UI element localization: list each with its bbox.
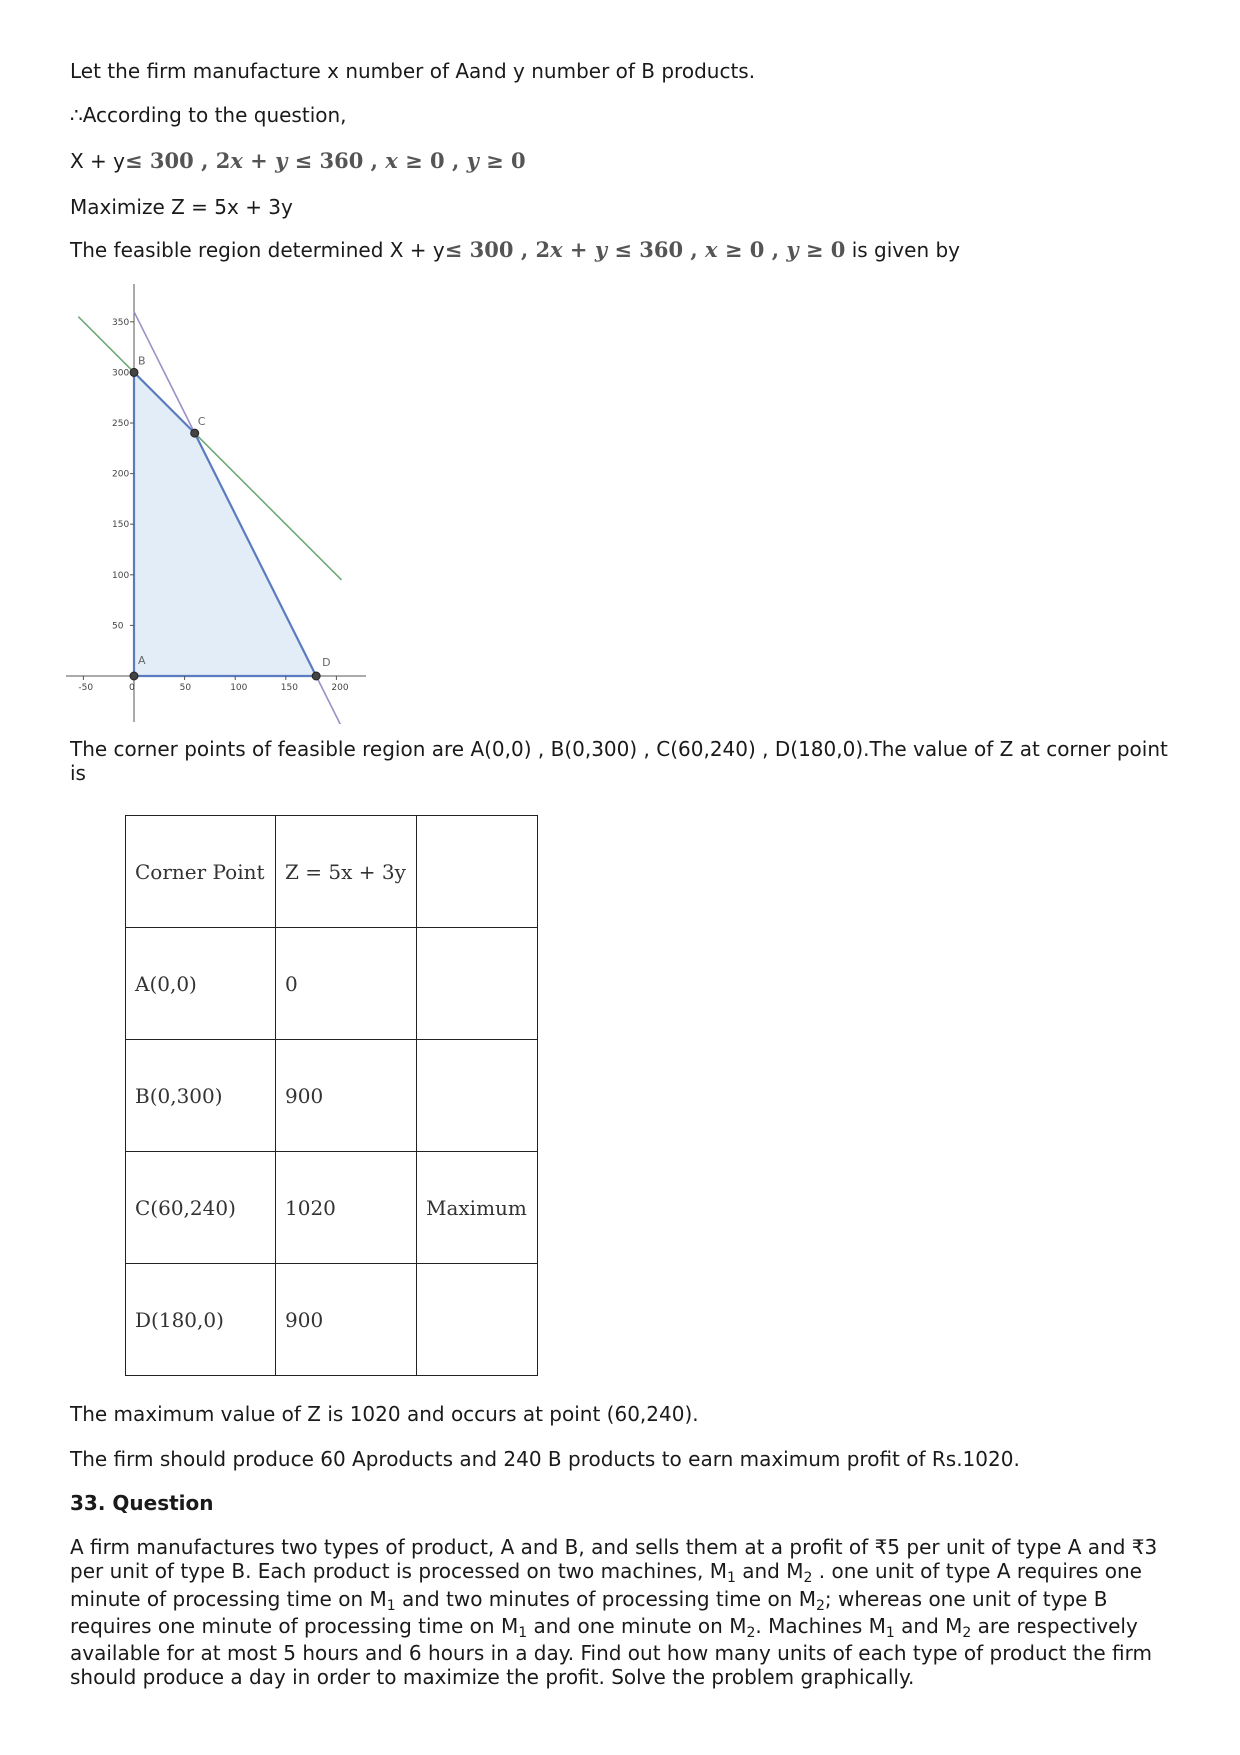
table-cell [417,1040,538,1152]
corner-point-label: A [138,654,146,667]
objective-text: Maximize Z = 5x + 3y [70,195,293,219]
table-row [126,1040,538,1152]
according-text: ∴According to the question, [70,103,347,127]
table-row [126,1152,538,1264]
table-row [126,1264,538,1376]
table-header-cell: Z = 5x + 3y [276,816,417,928]
question-line-3: minute of processing time on $M_1$ and two minutes of processing time on $M_2$; whereas one unit of type B [70,1587,1108,1614]
table-header-cell [417,816,538,928]
question-line-4: requires one minute of processing time on $M_1$ and one minute on $M_2$. Machines $M_1$ and $M_2$ are respectively [70,1614,1138,1641]
feasible-region-graph [66,284,376,724]
table-header-row [126,816,538,928]
y-tick-label: 250 [112,419,130,429]
table-cell: Maximum [417,1152,538,1264]
corner-points-text: The corner points of feasible region are A(0,0) , B(0,300) , C(60,240) , D(180,0).The value of Z at corner point [70,737,1168,761]
question-heading: 33. Question [70,1491,214,1515]
corner-point-label: D [322,656,331,669]
max-value-text: The maximum value of Z is 1020 and occurs at point (60,240). [70,1402,699,1426]
corner-point-label: C [197,415,206,429]
table-cell: D(180,0) [126,1264,276,1376]
corner-point-c [191,429,199,437]
corner-point-table [125,815,538,1376]
table-cell: C(60,240) [126,1152,276,1264]
table-cell [417,928,538,1040]
x-tick-label: 0 [129,683,135,693]
corner-point-b [130,368,138,376]
feasible-lead: The feasible region determined X + y [70,238,445,262]
question-line-1: A firm manufactures two types of product, A and B, and sells them at a profit of ₹5 per unit of type A and ₹3 [70,1535,1158,1559]
question-line-6: should produce a day in order to maximize the profit. Solve the problem graphically. [70,1665,915,1689]
feasible-line [70,238,960,262]
corner-point-label: B [138,354,146,368]
x-tick-label: -50 [78,683,94,693]
corner-point-d [312,672,320,680]
table-cell: 900 [276,1040,417,1152]
table-row [126,928,538,1040]
constraints-lead: X + y [70,149,126,173]
x-tick-label: 100 [230,683,248,693]
table-cell: B(0,300) [126,1040,276,1152]
y-tick-label: 50 [112,621,124,632]
question-line-5: available for at most 5 hours and 6 hours in a day. Find out how many units of each type of product the firm [70,1641,1152,1665]
constraints-math: ≤ 300 , 2x + y ≤ 360 , x ≥ 0 , y ≥ 0 [125,148,526,173]
intro-text: Let the firm manufacture x number of Aand y number of B products. [70,59,756,83]
y-tick-label: 350 [112,317,130,328]
table-cell: A(0,0) [126,928,276,1040]
y-tick-label: 300 [112,368,130,379]
x-tick-label: 200 [331,683,349,693]
table-cell: 1020 [276,1152,417,1264]
y-tick-label: 200 [112,469,130,480]
corner-point-a [130,672,138,680]
corner-points-text-cont: is [70,761,86,785]
x-tick-label: 50 [179,683,192,693]
produce-text: The firm should produce 60 Aproducts and 240 B products to earn maximum profit of Rs.1020. [70,1447,1020,1471]
table-cell: 0 [276,928,417,1040]
feasible-region [134,372,316,676]
question-line-2: per unit of type B. Each product is processed on two machines, $M_1$ and $M_2$ . one unit of type A requires one [70,1559,1142,1586]
y-tick-label: 100 [112,570,130,581]
table-header-cell: Corner Point [126,816,276,928]
feasible-tail: is given by [845,238,961,262]
constraints-line [70,149,526,173]
y-tick-label: 150 [112,520,130,531]
x-tick-label: 150 [280,683,298,693]
feasible-math: ≤ 300 , 2x + y ≤ 360 , x ≥ 0 , y ≥ 0 [444,237,846,262]
table-cell: 900 [276,1264,417,1376]
table-cell [417,1264,538,1376]
